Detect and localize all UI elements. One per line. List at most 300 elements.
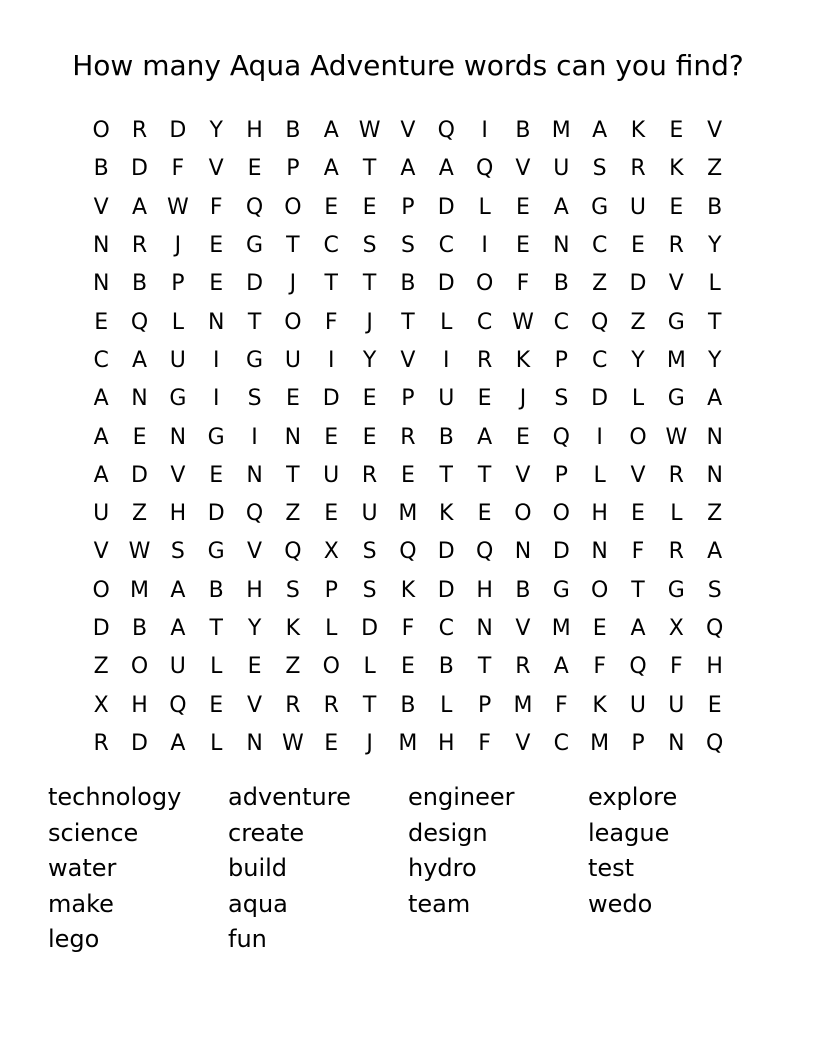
grid-letter[interactable]: T bbox=[286, 233, 300, 259]
grid-letter[interactable]: N bbox=[207, 309, 225, 335]
grid-letter[interactable]: F bbox=[593, 654, 606, 680]
grid-letter[interactable]: I bbox=[212, 386, 220, 412]
grid-letter[interactable]: D bbox=[207, 501, 225, 527]
grid-letter[interactable]: D bbox=[437, 577, 455, 603]
grid-letter[interactable]: Q bbox=[245, 501, 264, 527]
grid-letter[interactable]: N bbox=[706, 462, 723, 488]
grid-letter[interactable]: O bbox=[475, 271, 494, 297]
grid-letter[interactable]: O bbox=[552, 501, 570, 527]
grid-letter[interactable]: V bbox=[400, 118, 416, 144]
grid-letter[interactable]: D bbox=[361, 616, 379, 641]
grid-letter[interactable]: E bbox=[362, 386, 377, 412]
grid-row bbox=[82, 457, 734, 495]
grid-letter[interactable]: E bbox=[285, 386, 300, 412]
grid-letter[interactable]: K bbox=[630, 118, 646, 144]
grid-letter[interactable]: W bbox=[665, 424, 688, 450]
word-list-item: technology bbox=[48, 783, 182, 811]
grid-letter[interactable]: P bbox=[324, 577, 338, 603]
grid-letter[interactable]: O bbox=[590, 577, 609, 603]
grid-letter[interactable]: N bbox=[284, 424, 302, 450]
grid-letter[interactable]: Q bbox=[437, 118, 455, 144]
grid-letter[interactable]: C bbox=[93, 347, 109, 373]
grid-letter[interactable]: E bbox=[669, 118, 684, 144]
grid-letter[interactable]: J bbox=[519, 386, 527, 412]
grid-letter[interactable]: E bbox=[247, 156, 262, 182]
grid-letter[interactable]: N bbox=[169, 424, 187, 450]
grid-letter[interactable]: P bbox=[286, 156, 300, 182]
grid-letter[interactable]: Q bbox=[399, 539, 417, 565]
grid-letter[interactable]: Z bbox=[131, 501, 148, 527]
grid-letter[interactable]: R bbox=[668, 233, 684, 259]
grid-letter[interactable]: U bbox=[629, 194, 647, 220]
grid-letter[interactable]: A bbox=[323, 118, 339, 144]
grid-letter[interactable]: N bbox=[706, 424, 723, 450]
grid-letter[interactable]: F bbox=[670, 654, 683, 680]
grid-letter[interactable]: N bbox=[246, 462, 263, 488]
grid-letter[interactable]: R bbox=[361, 462, 378, 488]
grid-letter[interactable]: S bbox=[362, 233, 377, 259]
grid-letter[interactable]: V bbox=[707, 118, 723, 144]
grid-letter[interactable]: A bbox=[170, 616, 186, 641]
grid-letter[interactable]: M bbox=[551, 616, 571, 641]
grid-letter[interactable]: R bbox=[323, 692, 339, 718]
grid-letter[interactable]: S bbox=[285, 577, 300, 603]
grid-letter[interactable]: O bbox=[284, 309, 302, 335]
grid-letter[interactable]: J bbox=[366, 730, 373, 756]
grid-letter[interactable]: H bbox=[246, 577, 263, 603]
grid-letter[interactable]: A bbox=[93, 424, 109, 450]
grid-letter[interactable]: P bbox=[631, 730, 645, 756]
grid-letter[interactable]: W bbox=[358, 118, 381, 144]
word-list-item: build bbox=[228, 854, 288, 883]
grid-letter[interactable]: I bbox=[481, 118, 488, 144]
grid-letter[interactable]: T bbox=[324, 271, 338, 297]
grid-letter[interactable]: M bbox=[513, 692, 533, 718]
grid-letter[interactable]: X bbox=[323, 539, 339, 565]
grid-letter[interactable]: V bbox=[515, 462, 531, 488]
grid-letter[interactable]: U bbox=[323, 462, 340, 488]
grid-letter[interactable]: X bbox=[93, 692, 109, 718]
grid-letter[interactable]: G bbox=[246, 347, 264, 373]
grid-letter[interactable]: D bbox=[169, 118, 187, 144]
grid-letter[interactable]: V bbox=[93, 194, 109, 220]
grid-letter[interactable]: F bbox=[401, 616, 415, 641]
grid-letter[interactable]: Q bbox=[552, 424, 570, 450]
grid-letter[interactable]: S bbox=[247, 386, 262, 412]
grid-letter[interactable]: L bbox=[440, 692, 453, 718]
grid-letter[interactable]: T bbox=[477, 654, 492, 680]
grid-letter[interactable]: V bbox=[630, 462, 646, 488]
grid-letter[interactable]: Y bbox=[362, 347, 377, 373]
grid-letter[interactable]: C bbox=[553, 309, 569, 335]
grid-letter[interactable]: Q bbox=[284, 539, 302, 565]
grid-letter[interactable]: Y bbox=[631, 347, 645, 373]
grid-letter[interactable]: L bbox=[171, 309, 184, 335]
grid-letter[interactable]: G bbox=[207, 539, 225, 565]
grid-letter[interactable]: T bbox=[362, 271, 377, 297]
grid-letter[interactable]: R bbox=[668, 539, 684, 565]
grid-row bbox=[82, 495, 734, 533]
grid-letter[interactable]: B bbox=[131, 616, 148, 641]
grid-letter[interactable]: A bbox=[400, 156, 416, 182]
grid-letter[interactable]: P bbox=[401, 386, 415, 412]
grid-letter[interactable]: I bbox=[596, 424, 603, 450]
grid-letter[interactable]: E bbox=[516, 233, 530, 259]
grid-letter[interactable]: D bbox=[629, 271, 647, 297]
grid-letter[interactable]: I bbox=[212, 347, 220, 373]
grid-letter[interactable]: O bbox=[629, 424, 647, 450]
grid-row bbox=[82, 227, 734, 265]
grid-letter[interactable]: D bbox=[131, 730, 148, 756]
grid-letter[interactable]: I bbox=[327, 347, 335, 373]
grid-letter[interactable]: E bbox=[631, 501, 645, 527]
grid-letter[interactable]: R bbox=[131, 233, 148, 259]
grid-letter[interactable]: X bbox=[668, 616, 684, 641]
grid-letter[interactable]: D bbox=[591, 386, 609, 412]
grid-letter[interactable]: L bbox=[478, 194, 491, 220]
grid-letter[interactable]: I bbox=[251, 424, 258, 450]
grid-letter[interactable]: N bbox=[246, 730, 263, 756]
word-list-item: engineer bbox=[408, 783, 515, 811]
grid-letter[interactable]: M bbox=[590, 730, 610, 756]
grid-letter[interactable]: S bbox=[592, 156, 607, 182]
grid-letter[interactable]: Z bbox=[707, 501, 723, 527]
grid-letter[interactable]: B bbox=[208, 577, 224, 603]
grid-letter[interactable]: O bbox=[322, 654, 340, 680]
grid-letter[interactable]: A bbox=[707, 386, 723, 412]
grid-letter[interactable]: D bbox=[131, 156, 148, 182]
grid-letter[interactable]: V bbox=[208, 156, 224, 182]
grid-letter[interactable]: H bbox=[437, 730, 455, 756]
grid-letter[interactable]: R bbox=[476, 347, 493, 373]
grid-letter[interactable]: Y bbox=[209, 118, 223, 144]
grid-letter[interactable]: U bbox=[284, 347, 301, 373]
grid-letter[interactable]: G bbox=[667, 386, 685, 412]
grid-letter[interactable]: P bbox=[401, 194, 415, 220]
grid-letter[interactable]: H bbox=[476, 577, 493, 603]
word-list-item: aqua bbox=[228, 889, 288, 918]
grid-letter[interactable]: E bbox=[247, 654, 262, 680]
grid-letter[interactable]: V bbox=[515, 730, 531, 756]
grid-letter[interactable]: E bbox=[707, 692, 722, 718]
grid-row bbox=[82, 572, 734, 610]
grid-letter[interactable]: G bbox=[246, 233, 264, 259]
grid-letter[interactable]: S bbox=[362, 577, 377, 603]
grid-letter[interactable]: V bbox=[247, 692, 263, 718]
grid-letter[interactable]: D bbox=[246, 271, 264, 297]
grid-letter[interactable]: R bbox=[400, 424, 416, 450]
word-list-item: adventure bbox=[228, 783, 351, 811]
grid-letter[interactable]: T bbox=[286, 462, 300, 488]
grid-letter[interactable]: A bbox=[323, 156, 339, 182]
grid-letter[interactable]: O bbox=[92, 577, 110, 603]
grid-letter[interactable]: R bbox=[630, 156, 646, 182]
grid-letter[interactable]: E bbox=[209, 271, 224, 297]
grid-letter[interactable]: Z bbox=[285, 501, 301, 527]
grid-letter[interactable]: D bbox=[437, 271, 455, 297]
grid-letter[interactable]: A bbox=[630, 616, 646, 641]
grid-letter[interactable]: V bbox=[247, 539, 263, 565]
grid-letter[interactable]: C bbox=[553, 730, 569, 756]
grid-letter[interactable]: C bbox=[591, 347, 608, 373]
grid-letter[interactable]: F bbox=[478, 730, 491, 756]
grid-letter[interactable]: C bbox=[591, 233, 608, 259]
grid-letter[interactable]: G bbox=[667, 577, 685, 603]
grid-letter[interactable]: A bbox=[438, 156, 454, 182]
grid-letter[interactable]: L bbox=[363, 654, 376, 680]
grid-letter[interactable]: Q bbox=[629, 654, 647, 680]
grid-letter[interactable]: H bbox=[706, 654, 723, 680]
grid-letter[interactable]: K bbox=[515, 347, 531, 373]
grid-letter[interactable]: A bbox=[553, 194, 569, 220]
grid-letter[interactable]: U bbox=[93, 501, 110, 527]
grid-letter[interactable]: L bbox=[631, 386, 645, 412]
grid-letter[interactable]: U bbox=[438, 386, 455, 412]
grid-letter[interactable]: F bbox=[324, 309, 338, 335]
grid-letter[interactable]: C bbox=[438, 233, 454, 259]
grid-letter[interactable]: U bbox=[361, 501, 378, 527]
grid-letter[interactable]: M bbox=[551, 118, 571, 144]
grid-letter[interactable]: T bbox=[209, 616, 223, 641]
grid-letter[interactable]: M bbox=[130, 577, 149, 603]
grid-letter[interactable]: Y bbox=[707, 347, 722, 373]
grid-letter[interactable]: Q bbox=[590, 309, 609, 335]
grid-letter[interactable]: Q bbox=[706, 616, 724, 641]
grid-letter[interactable]: B bbox=[131, 271, 148, 297]
grid-letter[interactable]: L bbox=[325, 616, 338, 641]
grid-letter[interactable]: E bbox=[400, 654, 415, 680]
grid-letter[interactable]: D bbox=[322, 386, 340, 412]
grid-letter[interactable]: K bbox=[439, 501, 454, 527]
grid-letter[interactable]: E bbox=[669, 194, 684, 220]
grid-letter[interactable]: U bbox=[629, 692, 647, 718]
grid-letter[interactable]: E bbox=[477, 501, 492, 527]
grid-letter[interactable]: V bbox=[668, 271, 684, 297]
grid-letter[interactable]: I bbox=[481, 233, 488, 259]
grid-letter[interactable]: H bbox=[591, 501, 608, 527]
grid-letter[interactable]: M bbox=[398, 501, 418, 527]
grid-letter[interactable]: Q bbox=[169, 692, 187, 718]
grid-letter[interactable]: B bbox=[553, 271, 569, 297]
grid-letter[interactable]: E bbox=[631, 233, 645, 259]
grid-letter[interactable]: T bbox=[707, 309, 722, 335]
grid-letter[interactable]: K bbox=[592, 692, 607, 718]
grid-letter[interactable]: N bbox=[553, 233, 570, 259]
grid-letter[interactable]: O bbox=[514, 501, 532, 527]
grid-letter[interactable]: T bbox=[247, 309, 262, 335]
grid-letter[interactable]: D bbox=[437, 194, 455, 220]
grid-letter[interactable]: V bbox=[170, 462, 186, 488]
grid-letter[interactable]: L bbox=[210, 654, 223, 680]
word-list bbox=[48, 780, 768, 958]
grid-letter[interactable]: Q bbox=[475, 539, 494, 565]
grid-letter[interactable]: Q bbox=[130, 309, 149, 335]
grid-letter[interactable]: A bbox=[592, 118, 608, 144]
grid-letter[interactable]: D bbox=[552, 539, 570, 565]
grid-letter[interactable]: Z bbox=[707, 156, 723, 182]
grid-letter[interactable]: E bbox=[362, 194, 377, 220]
grid-letter[interactable]: J bbox=[289, 271, 297, 297]
grid-row bbox=[82, 648, 734, 686]
grid-letter[interactable]: E bbox=[516, 424, 530, 450]
grid-letter[interactable]: N bbox=[92, 233, 110, 259]
grid-letter[interactable]: O bbox=[284, 194, 302, 220]
grid-letter[interactable]: T bbox=[362, 156, 377, 182]
grid-letter[interactable]: O bbox=[130, 654, 149, 680]
grid-letter[interactable]: V bbox=[93, 539, 109, 565]
grid-letter[interactable]: K bbox=[400, 577, 416, 603]
grid-letter[interactable]: Q bbox=[245, 194, 264, 220]
grid-letter[interactable]: A bbox=[170, 577, 186, 603]
grid-letter[interactable]: A bbox=[170, 730, 186, 756]
grid-letter[interactable]: E bbox=[362, 424, 377, 450]
grid-letter[interactable]: N bbox=[514, 539, 532, 565]
grid-letter[interactable]: E bbox=[132, 424, 147, 450]
grid-letter[interactable]: U bbox=[668, 692, 685, 718]
grid-letter[interactable]: Y bbox=[707, 233, 722, 259]
grid-letter[interactable]: G bbox=[591, 194, 609, 220]
grid-letter[interactable]: I bbox=[443, 347, 450, 373]
grid-letter[interactable]: V bbox=[515, 156, 531, 182]
grid-letter[interactable]: E bbox=[209, 462, 224, 488]
grid-letter[interactable]: T bbox=[439, 462, 453, 488]
grid-letter[interactable]: E bbox=[209, 233, 224, 259]
grid-letter[interactable]: J bbox=[366, 309, 373, 335]
grid-letter[interactable]: A bbox=[707, 539, 723, 565]
grid-letter[interactable]: Y bbox=[247, 616, 262, 641]
grid-letter[interactable]: L bbox=[593, 462, 606, 488]
grid-letter[interactable]: C bbox=[476, 309, 493, 335]
grid-letter[interactable]: O bbox=[92, 118, 110, 144]
grid-letter[interactable]: P bbox=[554, 462, 568, 488]
grid-letter[interactable]: E bbox=[516, 194, 530, 220]
grid-letter[interactable]: C bbox=[438, 616, 454, 641]
grid-letter[interactable]: L bbox=[440, 309, 453, 335]
grid-letter[interactable]: U bbox=[553, 156, 570, 182]
grid-letter[interactable]: S bbox=[400, 233, 415, 259]
grid-letter[interactable]: Z bbox=[285, 654, 301, 680]
grid-letter[interactable]: P bbox=[554, 347, 568, 373]
grid-letter[interactable]: B bbox=[438, 654, 454, 680]
grid-letter[interactable]: G bbox=[552, 577, 570, 603]
grid-letter[interactable]: E bbox=[400, 462, 415, 488]
grid-letter[interactable]: F bbox=[554, 692, 568, 718]
grid-letter[interactable]: U bbox=[169, 347, 186, 373]
grid-letter[interactable]: V bbox=[515, 616, 531, 641]
grid-letter[interactable]: B bbox=[707, 194, 723, 220]
grid-letter[interactable]: U bbox=[169, 654, 186, 680]
grid-letter[interactable]: H bbox=[131, 692, 148, 718]
grid-letter[interactable]: H bbox=[246, 118, 263, 144]
grid-letter[interactable]: A bbox=[131, 194, 148, 220]
grid-letter[interactable]: K bbox=[669, 156, 684, 182]
grid-letter[interactable]: E bbox=[324, 424, 339, 450]
grid-letter[interactable]: Q bbox=[475, 156, 494, 182]
grid-letter[interactable]: V bbox=[400, 347, 416, 373]
grid-letter[interactable]: E bbox=[209, 692, 224, 718]
grid-letter[interactable]: B bbox=[400, 692, 416, 718]
grid-letter[interactable]: K bbox=[285, 616, 301, 641]
grid-letter[interactable]: G bbox=[667, 309, 685, 335]
grid-letter[interactable]: W bbox=[166, 194, 189, 220]
grid-letter[interactable]: E bbox=[324, 501, 339, 527]
grid-letter[interactable]: L bbox=[670, 501, 683, 527]
grid-letter[interactable]: B bbox=[93, 156, 109, 182]
grid-letter[interactable]: B bbox=[515, 118, 531, 144]
grid-letter[interactable]: P bbox=[477, 692, 492, 718]
grid-letter[interactable]: R bbox=[668, 462, 684, 488]
grid-letter[interactable]: E bbox=[324, 730, 339, 756]
grid-letter[interactable]: F bbox=[209, 194, 223, 220]
grid-letter[interactable]: A bbox=[131, 347, 148, 373]
grid-letter[interactable]: E bbox=[592, 616, 607, 641]
grid-letter[interactable]: Z bbox=[630, 309, 646, 335]
grid-letter[interactable]: T bbox=[631, 577, 645, 603]
grid-letter[interactable]: A bbox=[553, 654, 569, 680]
grid-letter[interactable]: B bbox=[400, 271, 416, 297]
grid-letter[interactable]: L bbox=[210, 730, 223, 756]
grid-letter[interactable]: D bbox=[92, 616, 110, 641]
grid-letter[interactable]: A bbox=[93, 462, 109, 488]
grid-letter[interactable]: B bbox=[438, 424, 454, 450]
grid-letter[interactable]: F bbox=[171, 156, 185, 182]
grid-letter[interactable]: T bbox=[477, 462, 492, 488]
grid-letter[interactable]: T bbox=[401, 309, 415, 335]
grid-letter[interactable]: Q bbox=[706, 730, 724, 756]
grid-letter[interactable]: G bbox=[169, 386, 187, 412]
grid-letter[interactable]: E bbox=[94, 309, 109, 335]
grid-letter[interactable]: R bbox=[131, 118, 148, 144]
grid-letter[interactable]: W bbox=[128, 539, 151, 565]
grid-letter[interactable]: D bbox=[437, 539, 455, 565]
grid-letter[interactable]: B bbox=[515, 577, 531, 603]
grid-letter[interactable]: R bbox=[515, 654, 531, 680]
grid-letter[interactable]: G bbox=[207, 424, 225, 450]
grid-letter[interactable]: B bbox=[285, 118, 301, 144]
grid-letter[interactable]: A bbox=[477, 424, 493, 450]
grid-letter[interactable]: F bbox=[516, 271, 530, 297]
grid-letter[interactable]: Z bbox=[592, 271, 608, 297]
grid-letter[interactable]: M bbox=[666, 347, 686, 373]
grid-letter[interactable]: N bbox=[92, 271, 110, 297]
grid-letter[interactable]: M bbox=[398, 730, 418, 756]
grid-letter[interactable]: S bbox=[554, 386, 569, 412]
grid-letter[interactable]: D bbox=[131, 462, 148, 488]
grid-letter[interactable]: F bbox=[631, 539, 645, 565]
grid-letter[interactable]: E bbox=[477, 386, 492, 412]
grid-letter[interactable]: J bbox=[174, 233, 182, 259]
grid-letter[interactable]: S bbox=[170, 539, 185, 565]
grid-letter[interactable]: N bbox=[668, 730, 685, 756]
grid-letter[interactable]: H bbox=[169, 501, 187, 527]
grid-letter[interactable]: L bbox=[708, 271, 721, 297]
grid-letter[interactable]: R bbox=[285, 692, 301, 718]
grid-letter[interactable]: P bbox=[171, 271, 185, 297]
grid-letter[interactable]: C bbox=[323, 233, 339, 259]
grid-letter[interactable]: E bbox=[324, 194, 339, 220]
grid-letter[interactable]: S bbox=[362, 539, 377, 565]
grid-letter[interactable]: N bbox=[476, 616, 493, 641]
grid-letter[interactable]: S bbox=[707, 577, 722, 603]
grid-letter[interactable]: Z bbox=[93, 654, 109, 680]
grid-letter[interactable]: T bbox=[362, 692, 377, 718]
grid-letter[interactable]: W bbox=[282, 730, 304, 756]
grid-letter[interactable]: N bbox=[591, 539, 608, 565]
grid-letter[interactable]: A bbox=[93, 386, 109, 412]
grid-letter[interactable]: R bbox=[93, 730, 109, 756]
grid-letter[interactable]: W bbox=[512, 309, 534, 335]
grid-letter[interactable]: N bbox=[131, 386, 148, 412]
